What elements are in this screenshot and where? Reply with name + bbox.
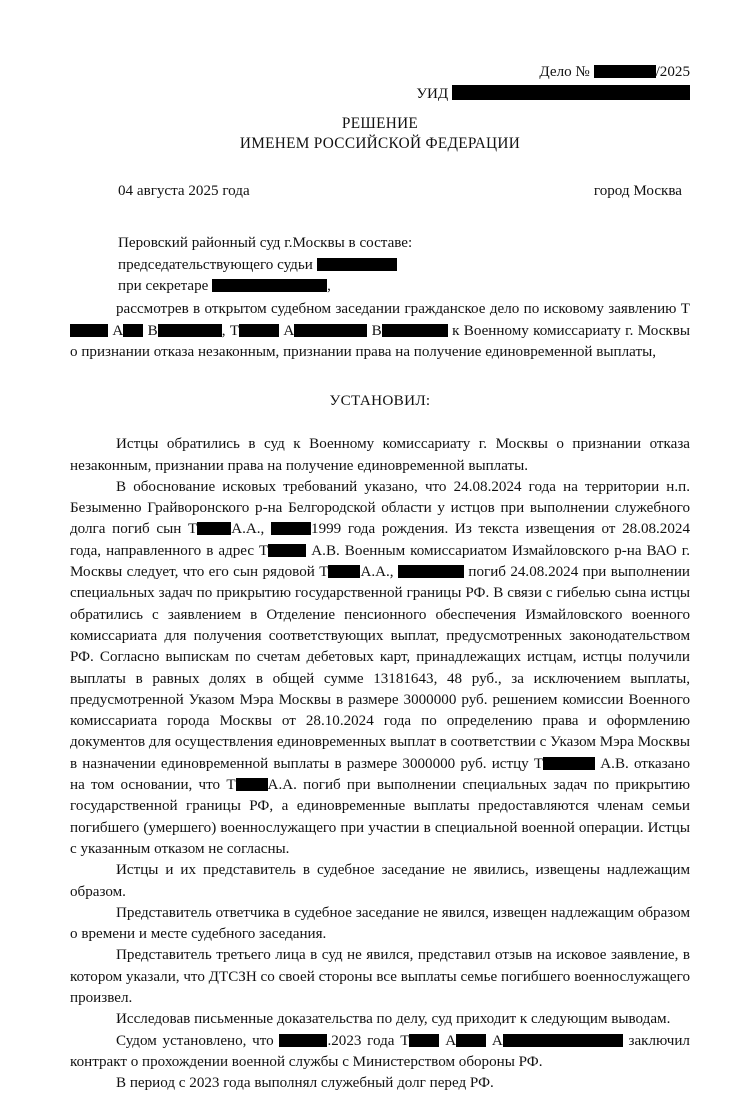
court-name-line: Перовский районный суд г.Москвы в составе: [118, 235, 413, 252]
title-line-2: ИМЕНЕМ РОССИЙСКОЙ ФЕДЕРАЦИИ [239, 134, 521, 152]
body-paragraph-7 [70, 1031, 690, 1074]
contract-date-redaction [279, 1034, 327, 1047]
plaintiff1-surname-redaction [70, 324, 108, 337]
intro-text-d: , Т [221, 322, 240, 339]
uid-label: УИД [416, 86, 449, 102]
para7-text-a: Судом установлено, что [116, 1032, 274, 1049]
uid-line [70, 84, 690, 104]
secretary-name-redaction [212, 279, 327, 292]
case-number-label: Дело № [539, 64, 590, 80]
contract-patronymic-redaction [503, 1034, 623, 1047]
contract-surname-redaction [409, 1034, 439, 1047]
para7-text-e: заключил контракт о прохождении военной службы с Министерством обороны РФ. [70, 1032, 690, 1070]
body-paragraph-8: В период с 2023 года выполнял служебный долг перед РФ. [116, 1075, 494, 1092]
plaintiff2-surname-redaction [239, 324, 279, 337]
body-paragraph-1: Истцы обратились в суд к Военному комиссариату г. Москвы о признании отказа незаконным, признании права на получение единовременной выплаты. [70, 436, 690, 474]
decision-body [70, 434, 690, 1094]
secretary-line-comma: , [327, 278, 331, 294]
plaintiff2-patronymic-redaction [382, 324, 448, 337]
intro-text-a: рассмотрев в открытом судебном заседании гражданское дело по исковому заявлению Т [116, 301, 690, 318]
para2-text-g: А.В. отказано на том основании, что Т [70, 755, 690, 794]
body-paragraph-2 [70, 477, 690, 860]
para2-text-h: А.А. погиб при выполнении специальных задач по прикрытию государственной границы РФ, а единовременные выплаты предоставляются членам семьи погибшего (умершего) военнослужащего при участии в специальной военной операции. Истцы с указанным отказом не согласны. [70, 777, 690, 857]
case-number-redaction [594, 65, 656, 78]
decision-city: город Москва [593, 183, 682, 200]
title-line-1: РЕШЕНИЕ [341, 115, 419, 132]
body-paragraph-5: Представитель третьего лица в суд не явился, представил отзыв на исковое заявление, в котором указали, что ДТСЗН со своей стороны все выплаты семье погибшего военнослужащего произвел. [70, 947, 690, 1007]
para2-text-d: А.В. Военным комиссариатом Измайловского р-на ВАО г. Москвы следует, что его сын рядовой Т [70, 542, 690, 581]
para2-text-e: А.А., [360, 564, 394, 581]
plaintiff1-patronymic-redaction [158, 324, 222, 337]
para7-text-d: А [491, 1032, 503, 1049]
body-paragraph-3: Истцы и их представитель в судебное заседание не явились, извещены надлежащим образом. [70, 862, 690, 900]
para2-text-f: погиб 24.08.2024 при выполнении специальных задач по прикрытию государственной границы РФ. В связи с гибелью сына истцы обратились с заявлением в Отделение пенсионного обеспечения Измайловского военного комиссариата для получения соответствующих выплат, предусмотренных законодательством РФ. Согласно выпискам по счетам дебетовых карт, принадлежащих истцам, истцы получили выплаты в равных долях в общей сумме 13181643, 48 руб., за исключением выплаты, предусмотренной Указом Мэра Москвы в размере 3000000 руб. решением комиссии Военного комиссариата города Москвы от 28.10.2024 года по определению права и оформлению документов для осуществления единовременных выплат в соответствии с Указом Мэра Москвы в назначении единовременной выплаты в размере 3000000 руб. истцу Т [70, 564, 690, 772]
ustanovil-heading: УСТАНОВИЛ: [329, 392, 431, 410]
para7-text-c: А [445, 1032, 457, 1049]
son-surname-redaction-2 [328, 565, 360, 578]
presiding-judge-line [118, 255, 690, 276]
case-year: /2025 [655, 64, 690, 80]
case-intro-paragraph [70, 299, 690, 363]
son-surname-redaction-3 [236, 778, 268, 791]
intro-text-f: В [371, 322, 382, 339]
presiding-judge-label: председательствующего судьи [118, 256, 313, 273]
father-surname-redaction [268, 544, 306, 557]
para2-text-b: А.А., [231, 521, 265, 538]
intro-text-b: А [112, 322, 124, 339]
para2-text-c: 1999 года рождения. Из текста извещения от 28.08.2024 года, направленного в адрес Т [70, 521, 690, 559]
intro-text-c: В [147, 322, 158, 339]
judge-name-redaction [317, 258, 397, 271]
intro-text-g: к Военному комиссариату г. Москвы о признании отказа незаконным, признании права на получение единовременной выплаты, [70, 322, 690, 360]
son-surname-redaction [197, 522, 231, 535]
son-birthdate-redaction-2 [398, 565, 464, 578]
case-number-line [70, 62, 690, 82]
decision-date: 04 августа 2025 года [118, 183, 250, 200]
secretary-label: при секретаре [118, 278, 209, 294]
contract-name-redaction [456, 1034, 486, 1047]
plaintiff1-name-redaction [123, 324, 143, 337]
secretary-line [118, 276, 690, 297]
body-paragraph-6: Исследовав письменные доказательства по делу, суд приходит к следующим выводам. [116, 1011, 671, 1028]
document-title [70, 114, 690, 153]
body-paragraph-4: Представитель ответчика в судебное заседание не явился, извещен надлежащим образом о времени и месте судебного заседания. [70, 904, 690, 943]
date-city-row [70, 183, 690, 200]
para2-text-a: В обоснование исковых требований указано, что 24.08.2024 года на территории н.п. Безыменно Грайворонского р-на Белгородской области у истцов при выполнении служебного долга погиб сын Т [70, 478, 690, 538]
plaintiff2-name-redaction [294, 324, 367, 337]
son-birthdate-redaction [271, 522, 311, 535]
para7-text-b: .2023 года Т [327, 1032, 410, 1049]
intro-text-e: А [283, 322, 295, 339]
plaintiff-recipient-redaction [543, 757, 595, 770]
court-composition [70, 233, 690, 297]
uid-redaction [452, 85, 690, 100]
